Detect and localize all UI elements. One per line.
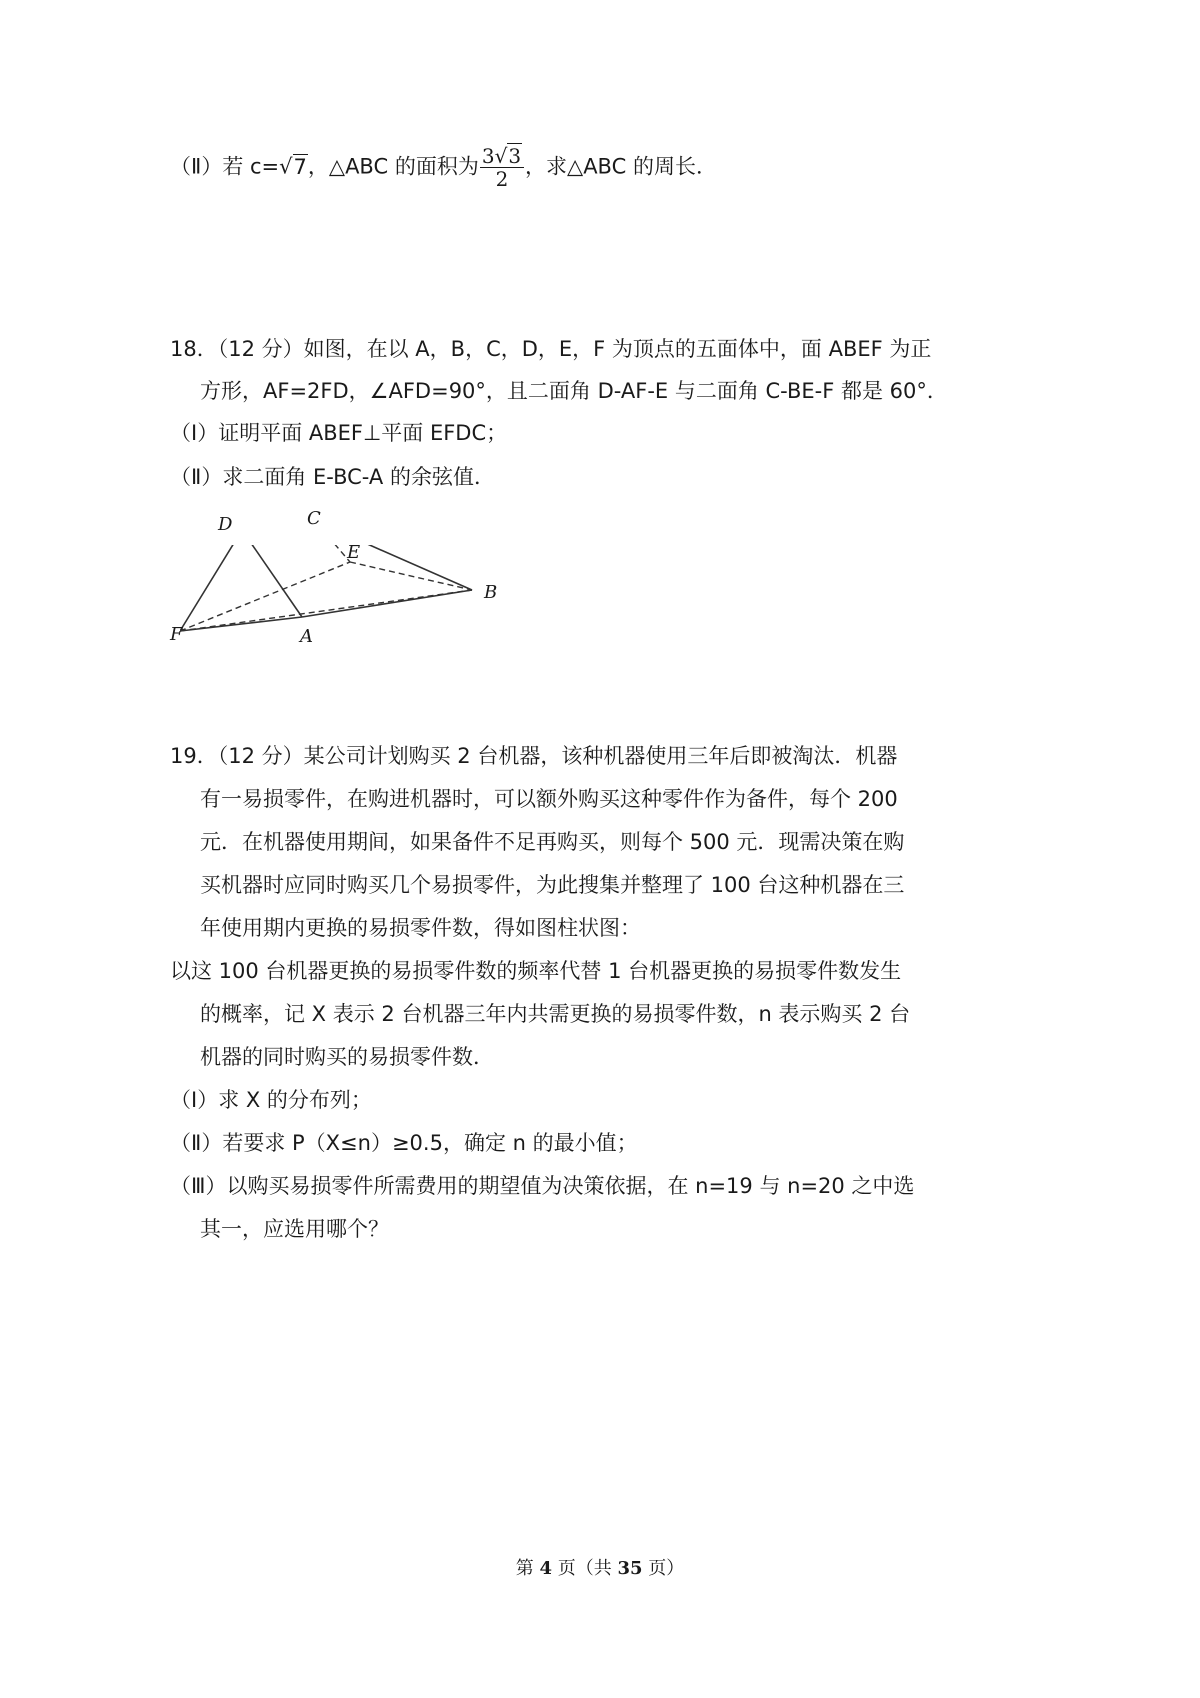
q19-line5: 年使用期内更换的易损零件数，得如图柱状图：	[200, 916, 641, 940]
label-F: F	[170, 624, 183, 645]
q19-line8: 机器的同时购买的易损零件数．	[200, 1045, 494, 1069]
page-footer	[0, 1554, 1200, 1580]
label-B: B	[484, 582, 498, 603]
q19-part3-line1: （Ⅲ）以购买易损零件所需费用的期望值为决策依据，在 n=19 与 n=20 之中选	[170, 1174, 915, 1198]
q19-part1: （Ⅰ）求 X 的分布列；	[170, 1088, 372, 1112]
q18-part2: （Ⅱ）求二面角 E-BC-A 的余弦值．	[170, 465, 495, 489]
footer-suffix: 页）	[642, 1558, 685, 1579]
q19-line6: 以这 100 台机器更换的易损零件数的频率代替 1 台机器更换的易损零件数发生	[170, 959, 902, 983]
footer-prefix: 第	[515, 1558, 540, 1579]
q18-part1: （Ⅰ）证明平面 ABEF⊥平面 EFDC；	[170, 421, 508, 445]
label-C: C	[307, 508, 321, 529]
q17-area-fraction	[480, 145, 524, 190]
q18-line2: 方形，AF=2FD，∠AFD=90°，且二面角 D﻿-AF-E 与二面角 C-BE-F 都是 60°．	[200, 379, 948, 403]
label-E: E	[347, 542, 361, 563]
footer-page-number: 4	[539, 1558, 552, 1579]
q18-line1: 18．（12 分）如图，在以 A，B，C，D，E，F 为顶点的五面体中，面 ABEF 为正	[170, 337, 932, 361]
q19-line7: 的概率，记 X 表示 2 台机器三年内共需更换的易损零件数，n 表示购买 2 台	[200, 1002, 911, 1026]
label-D: D	[218, 514, 233, 535]
q17-part2-suffix: ，求△ABC 的周长．	[525, 154, 717, 179]
fraction-numerator: 3√3	[480, 145, 524, 168]
q19-part3-line2: 其一，应选用哪个？	[200, 1217, 389, 1241]
q19-line4: 买机器时应同时购买几个易损零件，为此搜集并整理了 100 台这种机器在三	[200, 873, 905, 897]
label-A: A	[300, 626, 313, 647]
q19-part2: （Ⅱ）若要求 P（X≤n）≥0.5，确定 n 的最小值；	[170, 1131, 638, 1155]
footer-middle: 页（共	[552, 1558, 618, 1579]
q19-line1: 19．（12 分）某公司计划购买 2 台机器，该种机器使用三年后即被淘汰．机器	[170, 744, 898, 768]
figure-labels	[160, 500, 520, 650]
q17-sqrt-arg: 7	[293, 154, 307, 179]
fraction-denominator: 2	[495, 167, 509, 191]
sqrt-symbol: √	[279, 154, 293, 179]
q19-line3: 元．在机器使用期间，如果备件不足再购买，则每个 500 元．现需决策在购	[200, 830, 905, 854]
q19-line2: 有一易损零件，在购进机器时，可以额外购买这种零件作为备件，每个 200	[200, 787, 898, 811]
q17-part2-prefix: （Ⅱ）若 c=	[170, 154, 280, 179]
footer-total-pages: 35	[617, 1558, 643, 1579]
q17-part2	[170, 145, 717, 190]
q17-part2-middle: ，△ABC 的面积为	[307, 154, 479, 179]
